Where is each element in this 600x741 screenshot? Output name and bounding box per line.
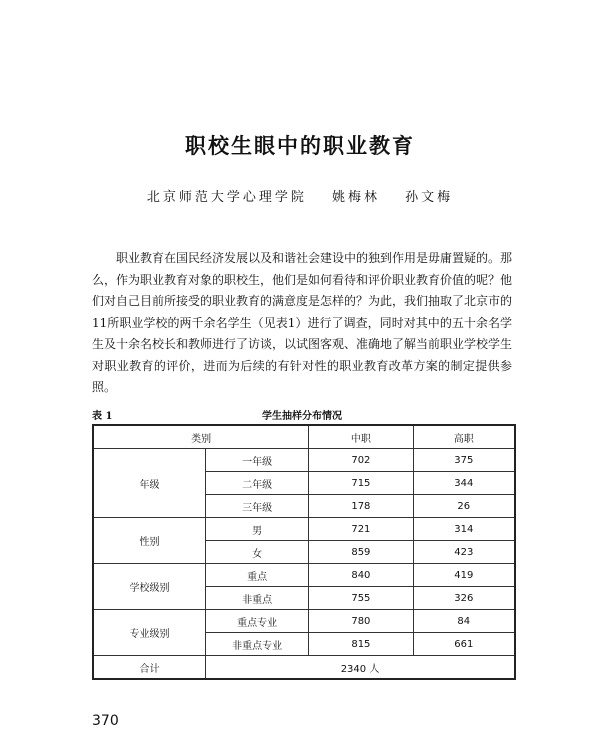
cell-value: 840 [309,564,413,587]
cell-value: 702 [309,449,413,472]
article-title: 职校生眼中的职业教育 [185,133,415,158]
cell-value: 375 [413,449,515,472]
total-label: 合计 [93,656,206,680]
table-row [93,518,515,541]
cell-value: 721 [309,518,413,541]
group-label: 性别 [93,518,206,564]
author-name: 姚梅林 [331,190,380,205]
affiliation: 北京师范大学心理学院 [146,190,307,205]
cell-value: 178 [309,495,413,518]
cell-value: 755 [309,587,413,610]
row-label: 三年级 [206,495,309,518]
row-label: 重点专业 [206,610,309,633]
row-label: 男 [206,518,309,541]
table-caption-row [92,407,512,423]
group-label: 年级 [93,449,206,518]
row-label: 二年级 [206,472,309,495]
table-caption: 学生抽样分布情况 [262,411,342,422]
page-number: 370 [92,713,119,729]
cell-value: 815 [309,633,413,656]
cell-value: 780 [309,610,413,633]
cell-value: 26 [413,495,515,518]
header-gaozhi: 高职 [413,425,515,449]
author-line [0,186,600,205]
header-zhongzhi: 中职 [309,425,413,449]
group-label: 学校级别 [93,564,206,610]
author-name: 孙文梅 [405,190,454,205]
row-label: 重点 [206,564,309,587]
row-label: 女 [206,541,309,564]
table-total-row [93,656,515,680]
cell-value: 715 [309,472,413,495]
cell-value: 84 [413,610,515,633]
cell-value: 859 [309,541,413,564]
cell-value: 423 [413,541,515,564]
intro-paragraph: 职业教育在国民经济发展以及和谐社会建设中的独到作用是毋庸置疑的。那么，作为职业教育对象的职校生，他们是如何看待和评价职业教育价值的呢？他们对自己目前所接受的职业教育的满意度是怎样的？为此，我们抽取了北京市的11所职业学校的两千余名学生（见表1）进行了调查，同时对其中的五十余名学生及十余名校长和教师进行了访谈，以试图客观、准确地了解当前职业学校学生对职业教育的评价，进而为后续的有针对性的职业教育改革方案的制定提供参照。 [92,251,513,394]
cell-value: 314 [413,518,515,541]
group-label: 专业级别 [93,610,206,656]
cell-value: 419 [413,564,515,587]
cell-value: 344 [413,472,515,495]
total-value: 2340 人 [206,656,515,680]
cell-value: 326 [413,587,515,610]
row-label: 非重点 [206,587,309,610]
table-header-row [93,425,515,449]
table-row [93,564,515,587]
table-label: 表 1 [92,411,113,422]
sample-distribution-table [92,424,516,680]
table-row [93,449,515,472]
table-row [93,610,515,633]
cell-value: 661 [413,633,515,656]
row-label: 非重点专业 [206,633,309,656]
row-label: 一年级 [206,449,309,472]
header-category: 类别 [93,425,309,449]
